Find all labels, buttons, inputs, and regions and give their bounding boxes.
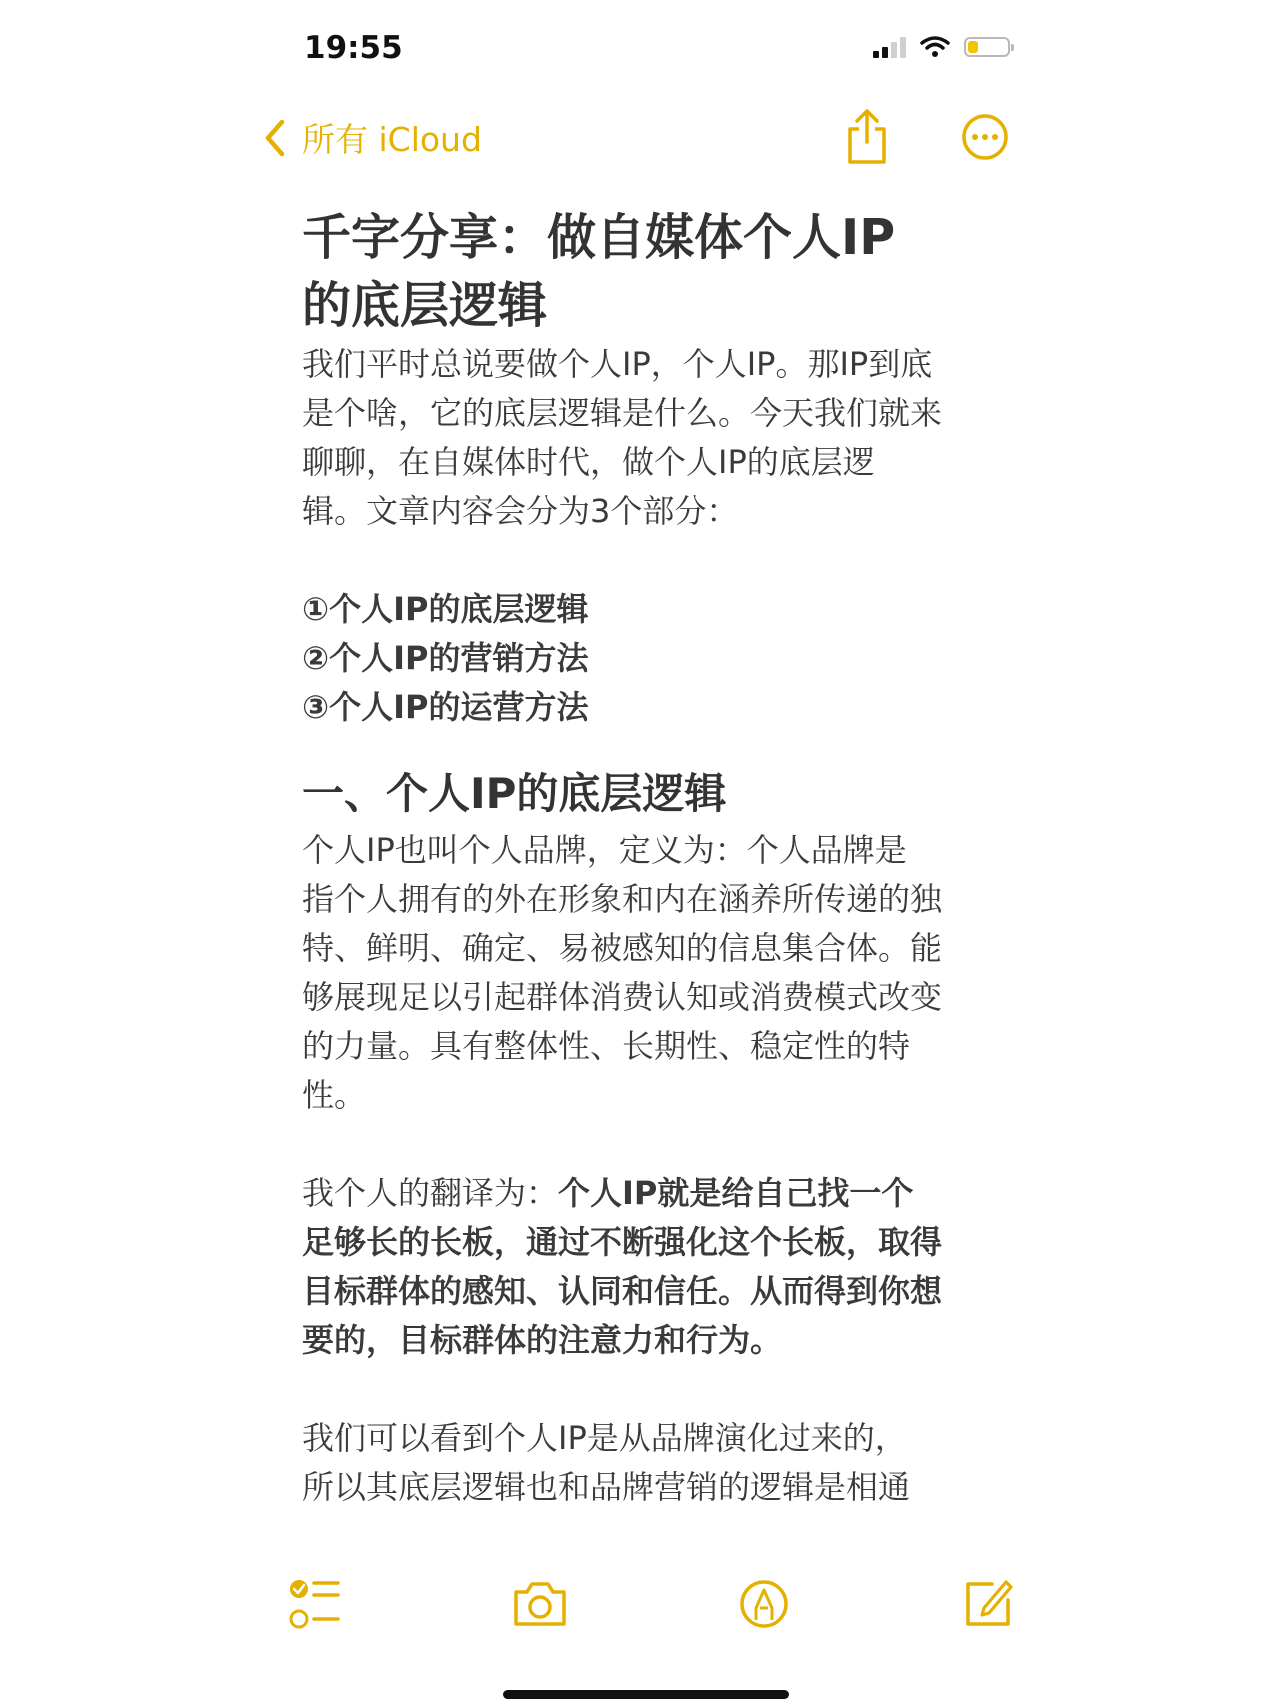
- outline-list: [302, 585, 1002, 732]
- ellipsis-circle-icon: [960, 112, 1010, 162]
- back-label: 所有 iCloud: [302, 120, 482, 159]
- chevron-left-icon: [264, 119, 286, 157]
- text-line: 的力量。具有整体性、长期性、稳定性的特: [302, 1027, 911, 1065]
- note-title: [302, 204, 1002, 340]
- text-line: 我们可以看到个人IP是从品牌演化过来的，: [302, 1419, 907, 1457]
- compose-icon: [958, 1574, 1018, 1634]
- text-line: 特、鲜明、确定、易被感知的信息集合体。能: [302, 929, 943, 967]
- note-title-line: 千字分享：做自媒体个人IP: [302, 209, 896, 266]
- back-button[interactable]: [264, 114, 482, 161]
- camera-button[interactable]: [510, 1574, 570, 1634]
- text-line: 目标群体的感知、认同和信任。从而得到你想: [302, 1272, 943, 1310]
- text-line: 我们平时总说要做个人IP，个人IP。那IP到底: [302, 345, 933, 383]
- status-time: 19:55: [304, 30, 403, 66]
- status-bar: [0, 0, 1280, 96]
- note-title-line: 的底层逻辑: [302, 277, 548, 334]
- home-indicator[interactable]: [503, 1690, 789, 1699]
- translation-paragraph: [302, 1169, 1002, 1365]
- battery-icon: [964, 37, 1010, 57]
- translation-bold: 个人IP就是给自己找一个: [558, 1174, 914, 1212]
- checklist-icon: [286, 1574, 346, 1634]
- share-button[interactable]: [842, 108, 892, 166]
- cellular-signal-icon: [873, 36, 906, 58]
- definition-paragraph: [302, 826, 1002, 1120]
- markup-button[interactable]: [734, 1574, 794, 1634]
- translation-prefix: 我个人的翻译为：: [302, 1174, 559, 1212]
- wifi-icon: [920, 36, 950, 58]
- text-line: [302, 1169, 1002, 1218]
- text-line: 所以其底层逻辑也和品牌营销的逻辑是相通: [302, 1468, 911, 1506]
- markup-pen-icon: [734, 1574, 794, 1634]
- intro-paragraph: [302, 340, 1002, 536]
- section-heading: 一、个人IP的底层逻辑: [302, 769, 727, 818]
- closing-paragraph: [302, 1414, 1002, 1512]
- text-line: 指个人拥有的外在形象和内在涵养所传递的独: [302, 880, 943, 918]
- status-icons: [873, 36, 1010, 58]
- camera-icon: [510, 1574, 570, 1634]
- text-line: 是个啥，它的底层逻辑是什么。今天我们就来: [302, 394, 943, 432]
- more-button[interactable]: [960, 112, 1010, 162]
- bottom-toolbar: [0, 1560, 1280, 1650]
- outline-item: ①个人IP的底层逻辑: [302, 590, 589, 628]
- outline-item: ③个人IP的运营方法: [302, 688, 589, 726]
- note-body[interactable]: [302, 204, 1002, 1512]
- outline-item: ②个人IP的营销方法: [302, 639, 589, 677]
- checklist-button[interactable]: [286, 1574, 346, 1634]
- share-icon: [842, 108, 892, 166]
- text-line: 聊聊，在自媒体时代，做个人IP的底层逻: [302, 443, 875, 481]
- text-line: 辑。文章内容会分为3个部分：: [302, 492, 739, 530]
- navigation-bar: [0, 100, 1280, 184]
- text-line: 要的，目标群体的注意力和行为。: [302, 1321, 783, 1359]
- text-line: 个人IP也叫个人品牌，定义为：个人品牌是: [302, 831, 907, 869]
- battery-level: [968, 41, 978, 53]
- text-line: 足够长的长板，通过不断强化这个长板，取得: [302, 1223, 943, 1261]
- compose-button[interactable]: [958, 1574, 1018, 1634]
- text-line: 性。: [302, 1076, 367, 1114]
- text-line: 够展现足以引起群体消费认知或消费模式改变: [302, 978, 943, 1016]
